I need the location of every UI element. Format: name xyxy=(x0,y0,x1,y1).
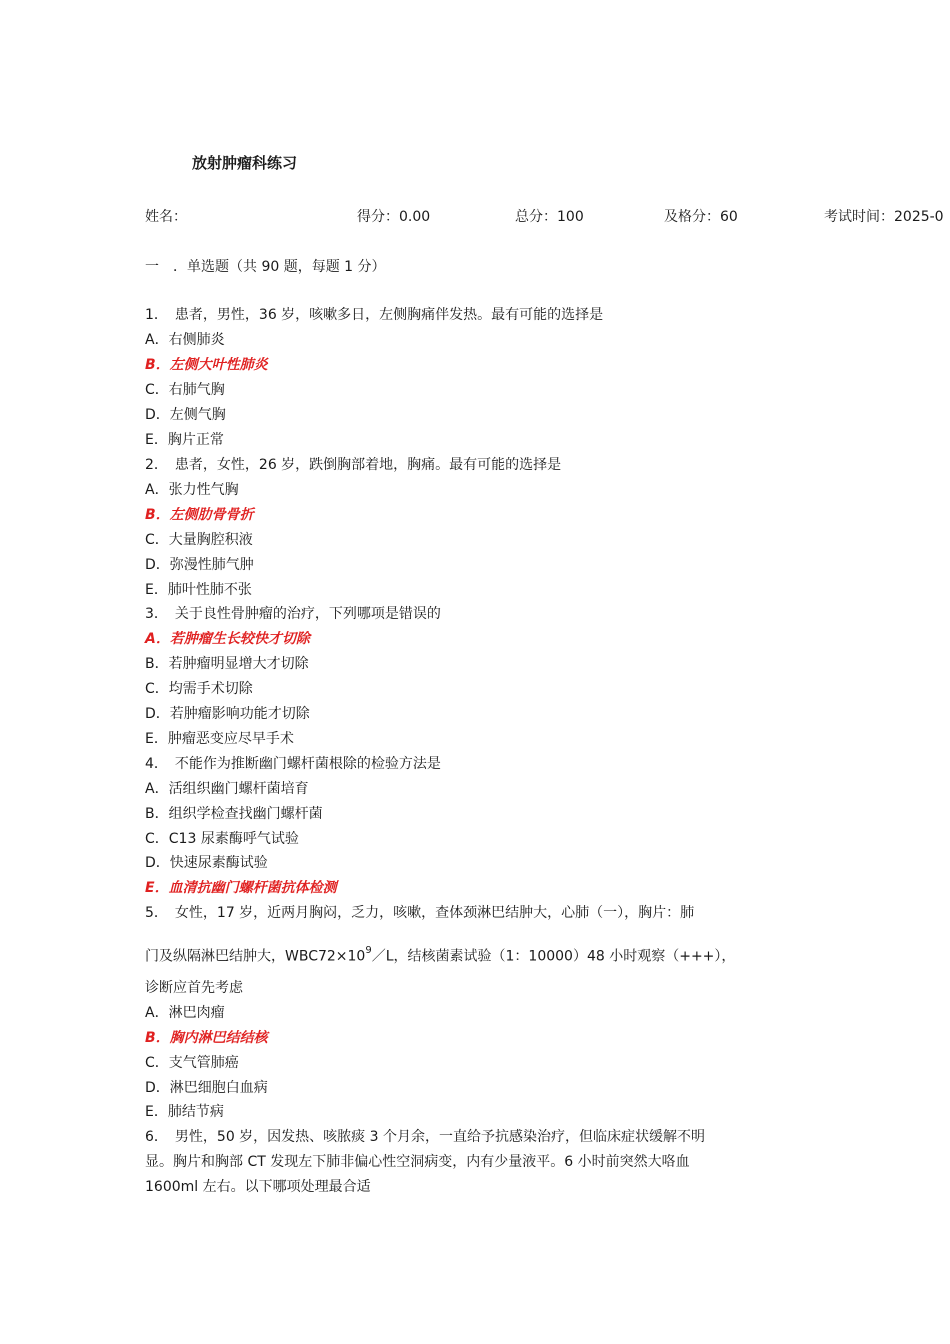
q3-option-b: B．若肿瘤明显增大才切除 xyxy=(145,656,309,672)
q3-option-e: E．肿瘤恶变应尽早手术 xyxy=(145,731,294,747)
score-label: 得分：0.00 xyxy=(357,209,431,225)
q3-option-a-correct: A．若肿瘤生长较快才切除 xyxy=(145,631,310,647)
q4-option-e-correct: E．血清抗幽门螺杆菌抗体检测 xyxy=(145,880,337,896)
q2-option-a: A．张力性气胸 xyxy=(145,482,239,498)
q1-option-e: E．胸片正常 xyxy=(145,432,224,448)
q1-option-c: C．右肺气胸 xyxy=(145,382,225,398)
exam-time-label: 考试时间：2025-0 xyxy=(824,209,944,225)
q5-option-b-correct: B．胸内淋巴结结核 xyxy=(145,1030,268,1046)
q1-option-d: D．左侧气胸 xyxy=(145,407,226,423)
question-3-stem: 3． 关于良性骨肿瘤的治疗，下列哪项是错误的 xyxy=(145,606,441,622)
pass-score-label: 及格分：60 xyxy=(664,209,738,225)
q5-exponent: 9 xyxy=(365,945,372,956)
question-5-stem-line-1: 5． 女性，17 岁，近两月胸闷，乏力，咳嗽，查体颈淋巴结肿大，心肺（一），胸片：肺 xyxy=(145,905,695,921)
question-6-stem-line-2: 显。胸片和胸部 CT 发现左下肺非偏心性空洞病变，内有少量液平。6 小时前突然大咯血 xyxy=(145,1154,690,1170)
q4-option-d: D．快速尿素酶试验 xyxy=(145,855,268,871)
question-6-stem-line-1: 6． 男性，50 岁，因发热、咳脓痰 3 个月余，一直给予抗感染治疗，但临床症状缓解不明 xyxy=(145,1129,705,1145)
q4-option-c: C．C13 尿素酶呼气试验 xyxy=(145,831,299,847)
q1-option-b-correct: B．左侧大叶性肺炎 xyxy=(145,357,268,373)
section-heading: 一 ．单选题（共 90 题，每题 1 分） xyxy=(145,259,386,275)
total-score-label: 总分：100 xyxy=(515,209,584,225)
question-6-stem-line-3: 1600ml 左右。以下哪项处理最合适 xyxy=(145,1179,371,1195)
q2-option-e: E．肺叶性肺不张 xyxy=(145,582,252,598)
q5-tb-test-text: ／L，结核菌素试验（1：10000）48 小时观察（+++）， xyxy=(371,948,736,965)
q3-option-d: D．若肿瘤影响功能才切除 xyxy=(145,706,310,722)
q2-option-b-correct: B．左侧肋骨骨折 xyxy=(145,507,254,523)
q5-option-a: A．淋巴肉瘤 xyxy=(145,1005,225,1021)
q2-option-c: C．大量胸腔积液 xyxy=(145,532,253,548)
q5-option-c: C．支气管肺癌 xyxy=(145,1055,239,1071)
q4-option-b: B．组织学检查找幽门螺杆菌 xyxy=(145,806,323,822)
question-5-stem-line-3: 诊断应首先考虑 xyxy=(145,980,243,996)
q2-option-d: D．弥漫性肺气肿 xyxy=(145,557,254,573)
q3-option-c: C．均需手术切除 xyxy=(145,681,253,697)
q5-wbc-text: 门及纵隔淋巴结肿大，WBC72×10 xyxy=(145,948,366,965)
q1-option-a: A．右侧肺炎 xyxy=(145,332,225,348)
question-2-stem: 2． 患者，女性，26 岁，跌倒胸部着地，胸痛。最有可能的选择是 xyxy=(145,457,562,473)
question-4-stem: 4． 不能作为推断幽门螺杆菌根除的检验方法是 xyxy=(145,756,441,772)
q4-option-a: A．活组织幽门螺杆菌培育 xyxy=(145,781,309,797)
question-1-stem: 1． 患者，男性，36 岁，咳嗽多日，左侧胸痛伴发热。最有可能的选择是 xyxy=(145,307,604,323)
name-label: 姓名： xyxy=(145,209,187,225)
q5-option-d: D．淋巴细胞白血病 xyxy=(145,1080,268,1096)
exam-title: 放射肿瘤科练习 xyxy=(192,154,298,172)
q5-option-e: E．肺结节病 xyxy=(145,1104,224,1120)
question-5-stem-line-2 xyxy=(145,943,735,967)
